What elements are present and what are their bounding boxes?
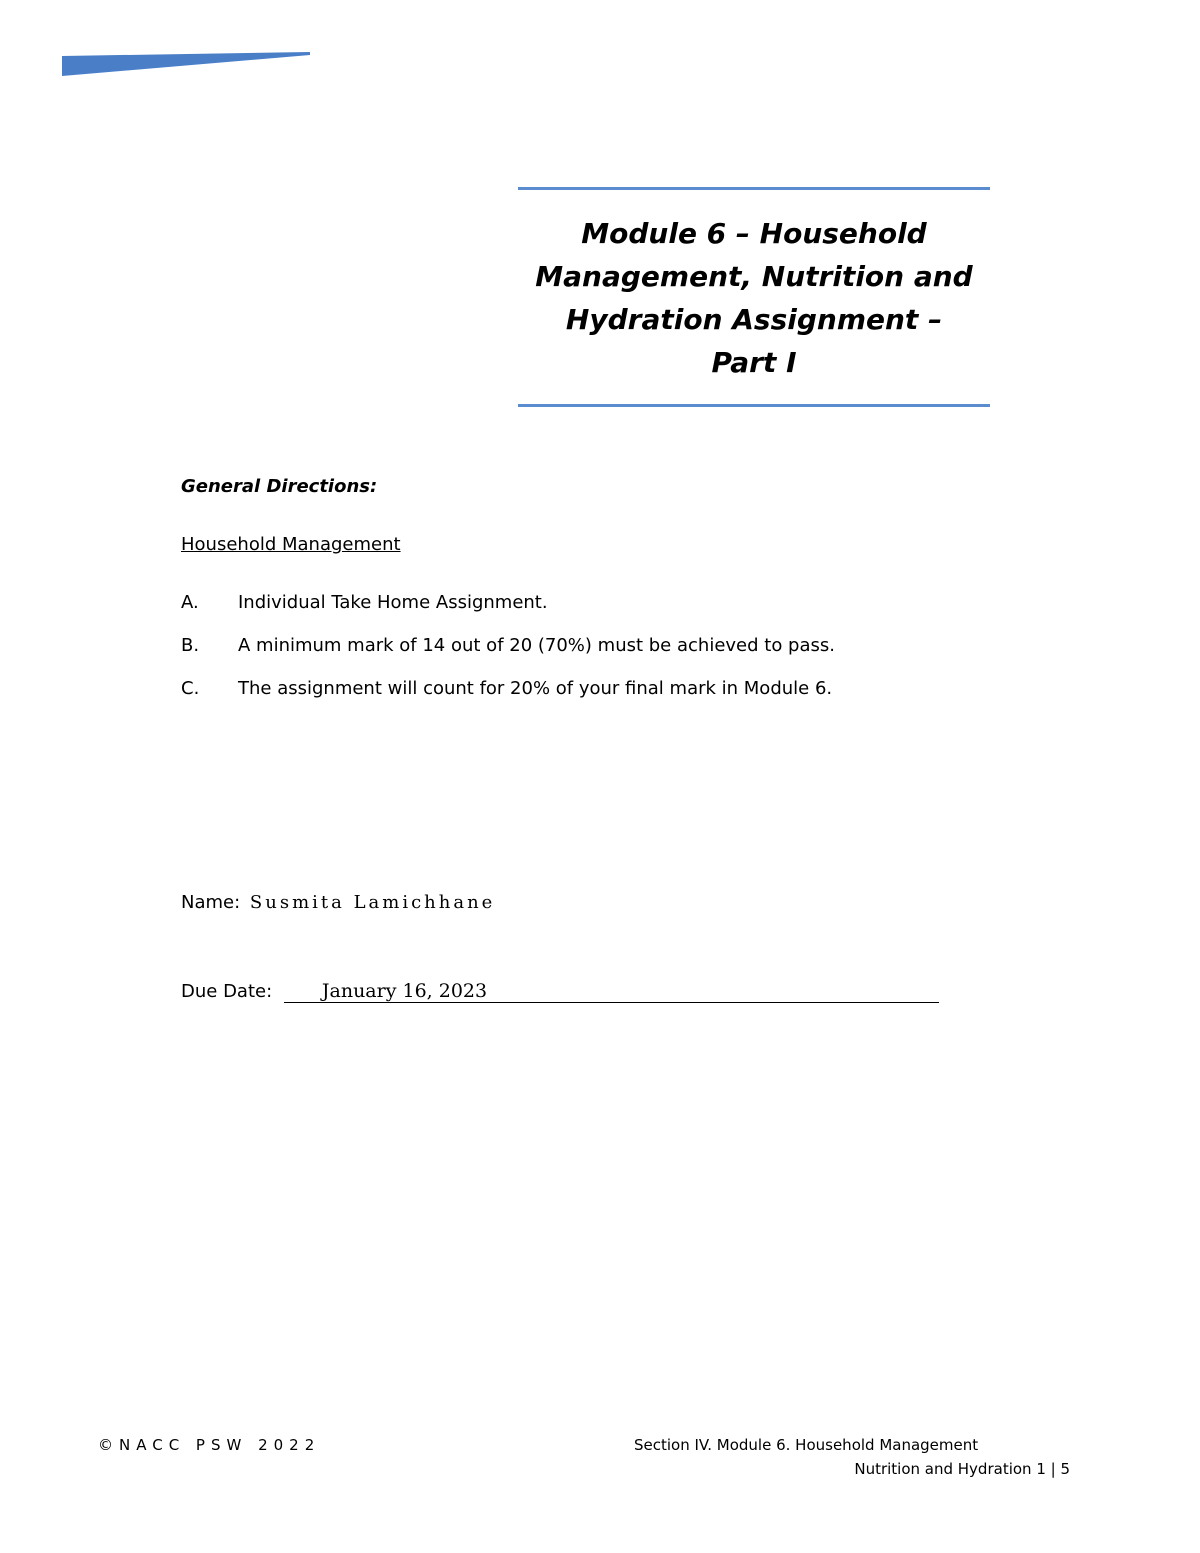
list-item-text: A minimum mark of 14 out of 20 (70%) must be achieved to pass. bbox=[238, 635, 835, 656]
name-label: Name: bbox=[181, 892, 241, 913]
list-item-letter: A. bbox=[181, 592, 199, 613]
due-date-label: Due Date: bbox=[181, 981, 273, 1002]
general-directions-label: General Directions: bbox=[181, 476, 378, 497]
list-item-text: Individual Take Home Assignment. bbox=[238, 592, 548, 613]
footer-page: Nutrition and Hydration 1 | 5 bbox=[854, 1460, 1070, 1478]
list-item-text: The assignment will count for 20% of your final mark in Module 6. bbox=[238, 678, 833, 699]
list-item-letter: B. bbox=[181, 635, 200, 656]
footer-copyright: ©NACC PSW 2022 bbox=[98, 1436, 321, 1454]
due-date-row bbox=[181, 981, 939, 1003]
title-box bbox=[518, 187, 990, 407]
section-heading: Household Management bbox=[181, 534, 401, 555]
decorative-banner-shape bbox=[62, 52, 312, 78]
footer-section: Section IV. Module 6. Household Management bbox=[634, 1436, 979, 1454]
list-item-letter: C. bbox=[181, 678, 200, 699]
document-title: Module 6 – Household Management, Nutrition and Hydration Assignment – Part I bbox=[535, 217, 973, 379]
due-date-value: January 16, 2023 bbox=[284, 981, 939, 1003]
name-row bbox=[181, 892, 495, 913]
name-value: Susmita Lamichhane bbox=[249, 892, 496, 913]
